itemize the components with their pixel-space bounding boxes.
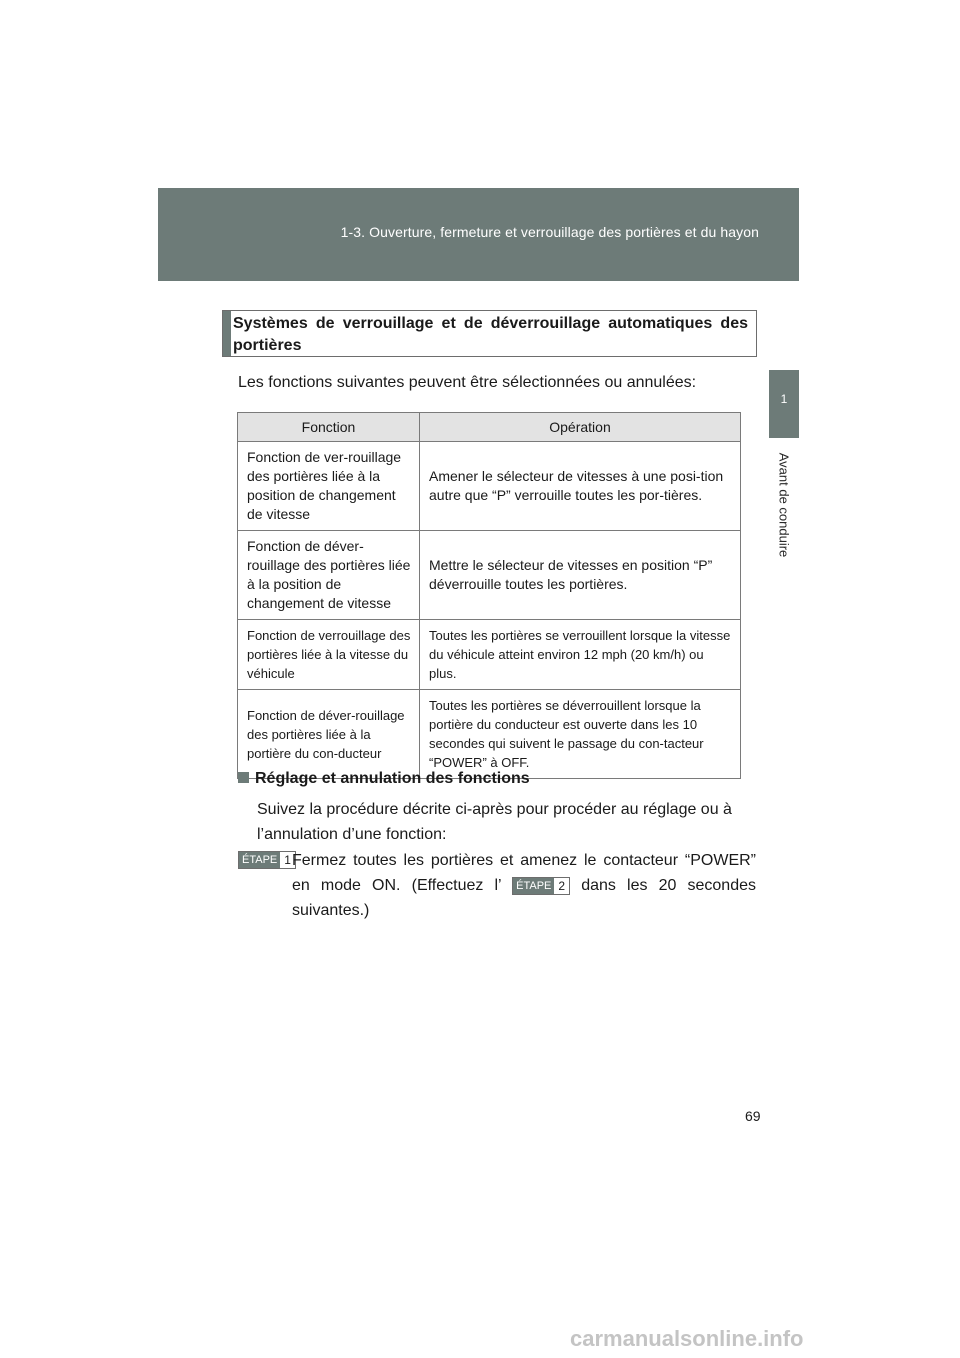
operation-cell: Toutes les portières se verrouillent lorsque la vitesse du véhicule atteint environ 12 mph (20 km/h) ou plus. [420,620,741,690]
table-row [238,531,741,620]
section-title: Systèmes de verrouillage et de déverrouillage automatiques des portières [233,315,748,354]
chapter-side-tab [769,370,799,438]
step-2-inline-badge [512,877,570,895]
chapter-header-title: 1-3. Ouverture, fermeture et verrouillage des portières et du hayon [340,224,759,240]
step-1-badge [238,851,296,869]
operation-cell: Mettre le sélecteur de vitesses en position “P” déverrouille toutes les portières. [420,531,741,620]
subsection-heading [238,770,530,788]
header-operation: Opération [420,413,741,442]
section-heading-bar [223,311,231,356]
section-heading-box [222,310,757,357]
function-cell: Fonction de ver-rouillage des portières liée à la position de changement de vitesse [238,442,420,531]
functions-table [237,412,741,779]
table-row [238,690,741,779]
operation-cell: Toutes les portières se déverrouillent lorsque la portière du conducteur est ouverte dans les 10 secondes qui suivent le passage du con-tacteur “POWER” à OFF. [420,690,741,779]
step-1-text-after: dans les 20 secondes suivantes.) [292,877,756,919]
function-cell: Fonction de déver-rouillage des portières liée à la portière du con-ducteur [238,690,420,779]
step-1-text-before: Fermez toutes les portières et amenez le contacteur “POWER” en mode ON. (Effectuez l’ [292,852,756,894]
function-cell: Fonction de déver-rouillage des portières liée à la position de changement de vitesse [238,531,420,620]
intro-text: Les fonctions suivantes peuvent être sélectionnées ou annulées: [238,374,697,391]
step-badge-label: ÉTAPE [513,878,554,894]
chapter-side-label: Avant de conduire [776,452,792,558]
header-fonction: Fonction [238,413,420,442]
step-badge-label: ÉTAPE [239,852,280,868]
table-header-row [238,413,741,442]
table-row [238,620,741,690]
subsection-title: Réglage et annulation des fonctions [255,770,530,787]
step-badge-number: 2 [554,878,569,894]
subsection-paragraph: Suivez la procédure décrite ci-après pour procéder au réglage ou à l’annulation d’une fonction: [257,801,732,843]
function-cell: Fonction de verrouillage des portières liée à la vitesse du véhicule [238,620,420,690]
table-row [238,442,741,531]
page-number: 69 [745,1108,761,1124]
chapter-header-band [158,188,799,281]
operation-cell: Amener le sélecteur de vitesses à une posi-tion autre que “P” verrouille toutes les por-tières. [420,442,741,531]
chapter-number: 1 [780,392,788,406]
step-1-text [292,848,756,923]
step-badge-number: 1 [280,852,295,868]
watermark: carmanualsonline.info [570,1326,804,1351]
square-bullet-icon [238,772,249,783]
